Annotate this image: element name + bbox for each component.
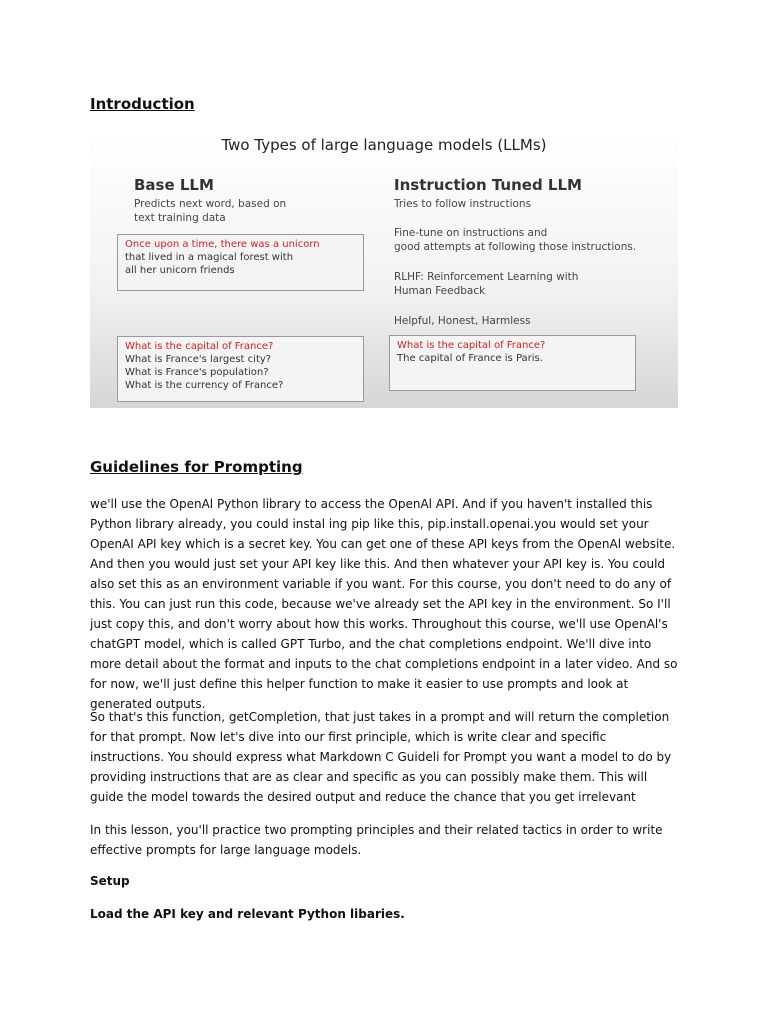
llm-types-slide-image [90, 131, 678, 408]
base-llm-title: Base LLM [134, 176, 214, 194]
guidelines-paragraph-2: So that's this function, getCompletion, that just takes in a prompt and will return the completion for that prompt. Now let's dive into our first principle, which is write clear and specific instructions. You should express what Markdown C Guideli for Prompt you want a model to do by providing instructions that are as clear and specific as you can possibly make them. This will guide the model towards the desired output and reduce the chance that you get irrelevant [90, 710, 672, 804]
hhh-text: Helpful, Honest, Harmless [394, 315, 531, 327]
guidelines-paragraph-1: we'll use the OpenAl Python library to access the OpenAl API. And if you haven't installed this Python library already, you could instal ing pip like this, pip.install.openai.you would set your OpenAI API key which is a secret key. You can get one of these API keys from the OpenAl website. And then you would just set your API key like this. And then whatever your API key is. You could also set this as an environment variable if you want. For this course, you don't need to do any of this. You can just run this code, because we've already set the API key in the environment. So I'll just copy this, and don't worry about how this works. Throughout this course, we'll use OpenAl's chatGPT model, which is called GPT Turbo, and the chat completions endpoint. We'll dive into more detail about the format and inputs to the chat completions endpoint in a later video. And so for now, we'll just define this helper function to make it easier to use prompts and look at generated outputs. [90, 497, 678, 711]
instruction-tuned-description: Tries to follow instructions [394, 198, 532, 210]
base-llm-description: Predicts next word, based on text training data [134, 198, 287, 224]
guidelines-heading: Guidelines for Prompting [90, 458, 303, 476]
tuned-example-answer: What is the capital of France? The capital of France is Paris. [389, 335, 636, 391]
finetune-text: Fine-tune on instructions and good attempts at following those instructions. [394, 227, 637, 253]
rlhf-text: RLHF: Reinforcement Learning with Human Feedback [394, 271, 579, 297]
base-example-questions: What is the capital of France? What is France's largest city? What is France's population? What is the currency of France? [117, 336, 364, 402]
guidelines-paragraph-3: In this lesson, you'll practice two prompting principles and their related tactics in order to write effective prompts for large language models. [90, 823, 663, 857]
base-example-story: Once upon a time, there was a unicorn that lived in a magical forest with all her unicorn friends [117, 234, 364, 291]
setup-label: Setup [90, 874, 130, 888]
introduction-heading: Introduction [90, 95, 195, 113]
load-api-key-label: Load the API key and relevant Python libaries. [90, 907, 405, 921]
slide-title: Two Types of large language models (LLMs) [221, 136, 547, 154]
instruction-tuned-title: Instruction Tuned LLM [394, 176, 582, 194]
